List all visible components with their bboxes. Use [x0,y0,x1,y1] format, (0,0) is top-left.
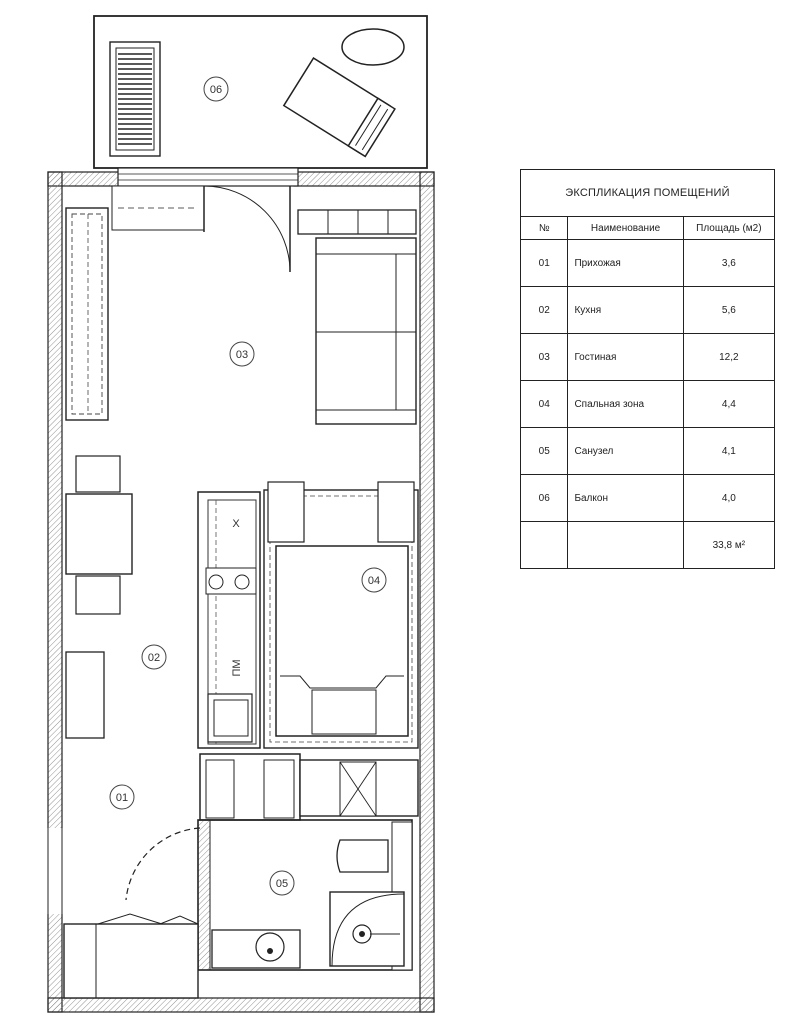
total-row [521,522,775,569]
svg-text:05: 05 [275,878,289,890]
row-num: 01 [521,240,568,287]
balcony [94,16,427,168]
row-name: Спальная зона [568,381,683,428]
room-label-01 [110,785,134,809]
balcony-table [342,29,404,65]
balcony-grate [110,42,160,156]
room-label-03 [230,342,254,366]
balcony-window [112,168,298,272]
row-name: Прихожая [568,240,683,287]
appliance-mark: X [232,518,240,530]
svg-text:04: 04 [367,575,381,587]
row-num: 06 [521,475,568,522]
row-area: 3,6 [683,240,774,287]
total-area: 33,8 м² [683,522,774,569]
row-name: Санузел [568,428,683,475]
header-name: Наименование [568,217,683,240]
row-area: 4,1 [683,428,774,475]
room-label-06 [210,84,222,96]
room-label-04 [362,568,386,592]
total-num-empty [521,522,568,569]
header-num: № [521,217,568,240]
explication-title: ЭКСПЛИКАЦИЯ ПОМЕЩЕНИЙ [521,170,775,217]
bathroom-door-swing [126,828,200,900]
dishwasher-label: ПМ [231,659,243,677]
sofa [298,210,416,424]
svg-text:06: 06 [209,84,223,96]
row-area: 4,0 [683,475,774,522]
svg-text:02: 02 [147,652,161,664]
table-row [521,381,775,428]
cabinet-left [66,652,104,738]
row-num: 03 [521,334,568,381]
table-row [521,428,775,475]
room-label-05 [270,871,294,895]
row-num: 02 [521,287,568,334]
table-row [521,334,775,381]
header-area: Площадь (м2) [683,217,774,240]
total-name-empty [568,522,683,569]
svg-text:03: 03 [235,349,249,361]
table-row [521,240,775,287]
row-area: 12,2 [683,334,774,381]
room-label-02 [142,645,166,669]
table-row [521,475,775,522]
row-name: Кухня [568,287,683,334]
table-row [521,287,775,334]
row-num: 04 [521,381,568,428]
explication-table [520,169,775,569]
row-name: Балкон [568,475,683,522]
dining-set [66,456,132,614]
bathroom-fixtures [212,840,404,968]
row-area: 5,6 [683,287,774,334]
row-num: 05 [521,428,568,475]
row-name: Гостиная [568,334,683,381]
kitchen-unit [198,492,260,748]
bed-zone [264,482,418,748]
entry-wardrobe [64,914,198,998]
svg-text:01: 01 [115,792,129,804]
wardrobe-left [66,208,108,420]
row-area: 4,4 [683,381,774,428]
